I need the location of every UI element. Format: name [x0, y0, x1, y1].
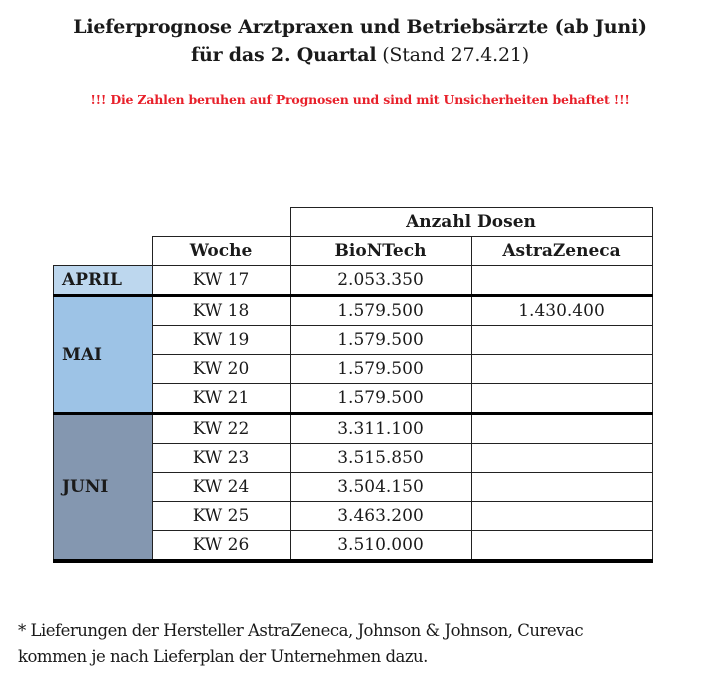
week-cell: KW 20 — [152, 355, 290, 384]
subtitle-bold: für das 2. Quartal — [191, 44, 377, 66]
footnote-line-1: * Lieferungen der Hersteller AstraZeneca, Johnson & Johnson, Curevac — [18, 621, 584, 640]
week-cell: KW 19 — [152, 326, 290, 355]
astrazeneca-cell — [471, 266, 652, 296]
biontech-cell: 3.515.850 — [290, 444, 471, 473]
page-title: Lieferprognose Arztpraxen und Betriebsärzte (ab Juni) — [73, 16, 647, 38]
page-subtitle — [0, 44, 720, 66]
astrazeneca-cell: 1.430.400 — [471, 296, 652, 326]
astrazeneca-cell — [471, 502, 652, 531]
header-anzahl-dosen: Anzahl Dosen — [290, 208, 652, 237]
week-cell: KW 21 — [152, 384, 290, 414]
week-cell: KW 26 — [152, 531, 290, 562]
column-header-row — [54, 237, 653, 266]
biontech-cell: 3.463.200 — [290, 502, 471, 531]
astrazeneca-cell — [471, 414, 652, 444]
header-astrazeneca: AstraZeneca — [471, 237, 652, 266]
month-mai: MAI — [54, 296, 153, 414]
header-woche: Woche — [152, 237, 290, 266]
month-juni: JUNI — [54, 414, 153, 562]
biontech-cell: 3.510.000 — [290, 531, 471, 562]
week-cell: KW 24 — [152, 473, 290, 502]
table-row — [54, 296, 653, 326]
week-cell: KW 22 — [152, 414, 290, 444]
group-header-row — [54, 208, 653, 237]
biontech-cell: 1.579.500 — [290, 355, 471, 384]
biontech-cell: 2.053.350 — [290, 266, 471, 296]
astrazeneca-cell — [471, 531, 652, 562]
empty-cell — [54, 208, 153, 237]
astrazeneca-cell — [471, 326, 652, 355]
delivery-forecast-table — [53, 207, 653, 563]
astrazeneca-cell — [471, 384, 652, 414]
biontech-cell: 1.579.500 — [290, 296, 471, 326]
biontech-cell: 3.311.100 — [290, 414, 471, 444]
table-row — [54, 414, 653, 444]
footnote — [18, 618, 583, 670]
month-april: APRIL — [54, 266, 153, 296]
table-row — [54, 266, 653, 296]
warning-notice: !!! Die Zahlen beruhen auf Prognosen und sind mit Unsicherheiten behaftet !!! — [90, 92, 630, 107]
astrazeneca-cell — [471, 355, 652, 384]
footnote-line-2: kommen je nach Lieferplan der Unternehmen dazu. — [18, 647, 428, 666]
biontech-cell: 1.579.500 — [290, 326, 471, 355]
week-cell: KW 17 — [152, 266, 290, 296]
week-cell: KW 18 — [152, 296, 290, 326]
week-cell: KW 23 — [152, 444, 290, 473]
astrazeneca-cell — [471, 473, 652, 502]
astrazeneca-cell — [471, 444, 652, 473]
empty-cell — [152, 208, 290, 237]
week-cell: KW 25 — [152, 502, 290, 531]
biontech-cell: 1.579.500 — [290, 384, 471, 414]
header-biontech: BioNTech — [290, 237, 471, 266]
empty-cell — [54, 237, 153, 266]
biontech-cell: 3.504.150 — [290, 473, 471, 502]
subtitle-status: (Stand 27.4.21) — [376, 44, 529, 66]
